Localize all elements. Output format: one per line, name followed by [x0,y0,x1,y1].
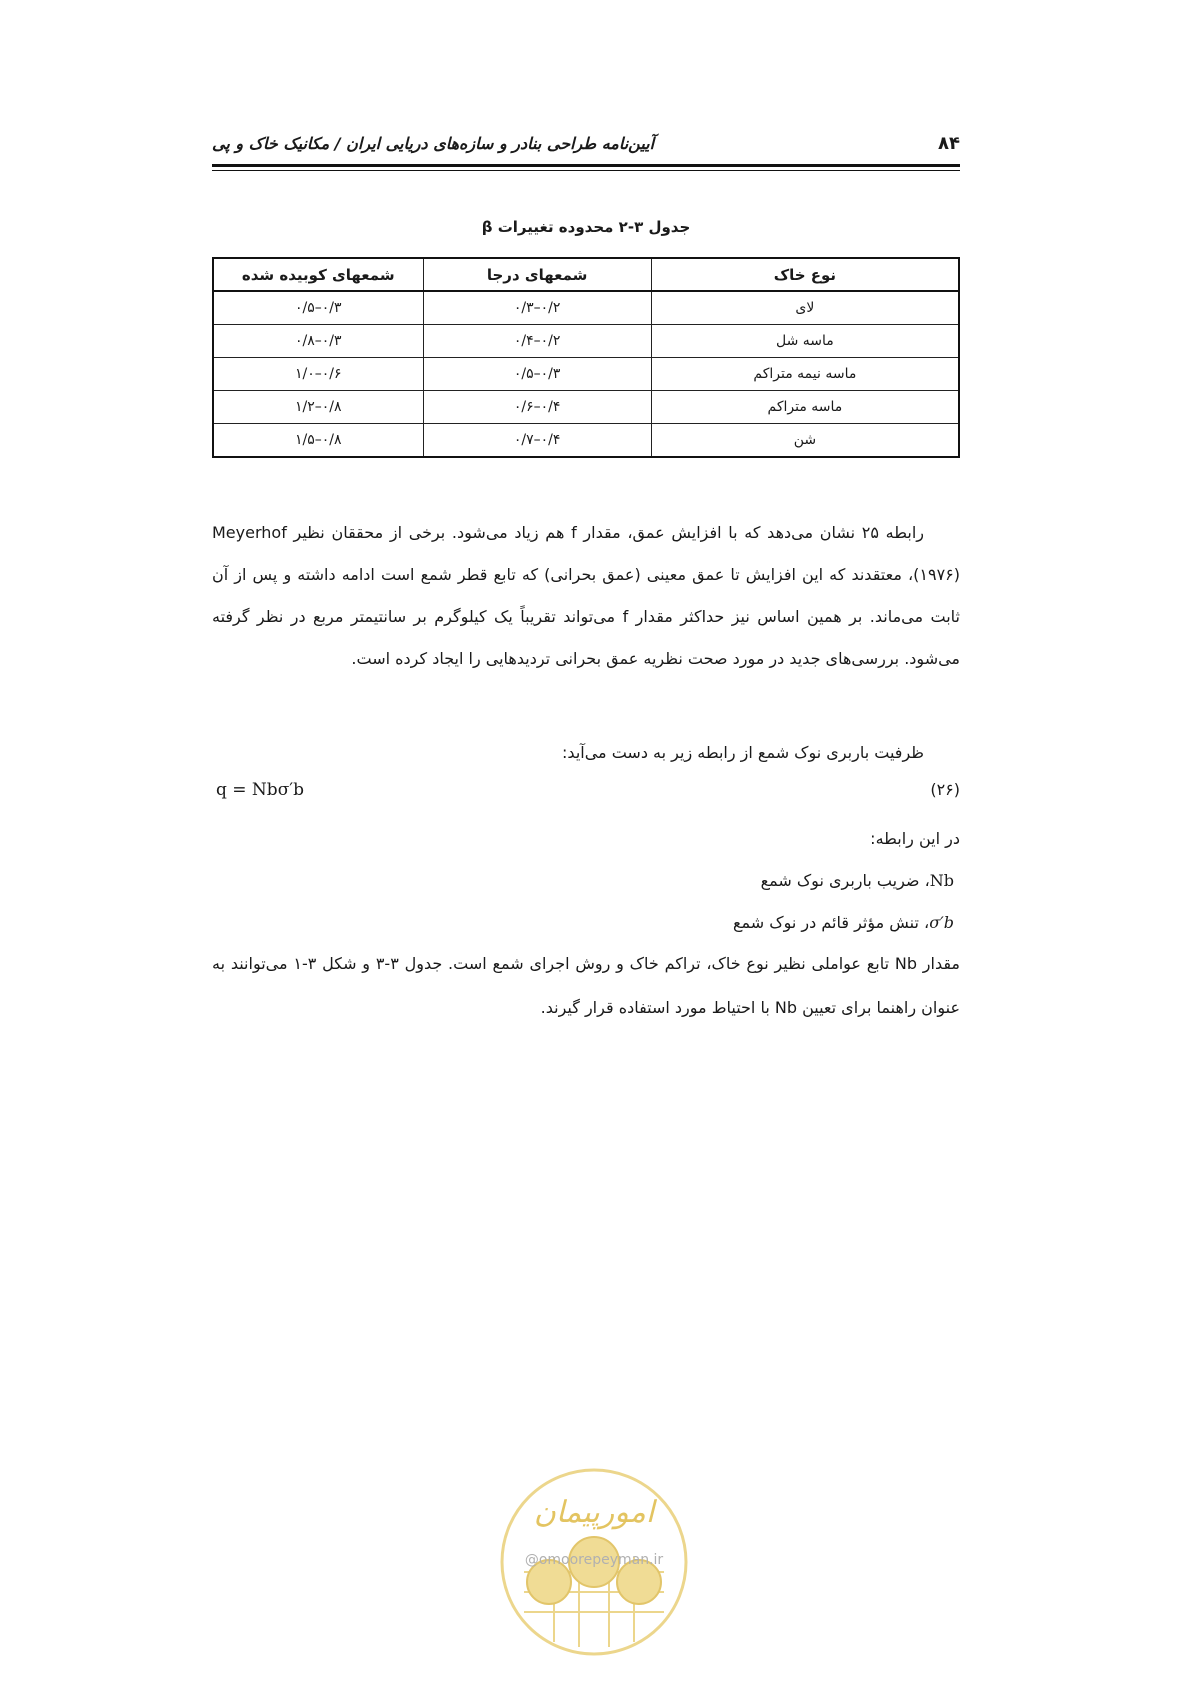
body-paragraph-2: مقدار Nb تابع عواملی نظیر نوع خاک، تراکم خاک و روش اجرای شمع است. جدول ۳-۳ و شکل ۳-۱ می‌توانند به عنوان راهنما برای تعیین Nb با احتیاط مورد استفاده قرار گیرند. [212,954,960,1017]
header-rule-thin [212,170,960,171]
definition-sigma [212,908,960,938]
cell-soil-type: ماسه شل [651,325,959,358]
cell-soil-type: شن [651,424,959,458]
table-row [213,424,959,458]
equation-number: (۲۶) [930,780,960,799]
column-header-cast-in-place: شمعهای درجا [423,258,651,291]
table-row [213,325,959,358]
cell-driven: ۰/۸–۱/۲ [213,391,423,424]
definition-nb [212,866,960,896]
watermark-logo-text: امورپیمان [533,1495,655,1530]
cell-soil-type: ماسه نیمه متراکم [651,358,959,391]
cell-cast-in-place: ۰/۲–۰/۳ [423,291,651,325]
cell-driven: ۰/۳–۰/۸ [213,325,423,358]
cell-driven: ۰/۶–۱/۰ [213,358,423,391]
body-paragraph-1: رابطه ۲۵ نشان می‌دهد که با افزایش عمق، مقدار f هم زیاد می‌شود. برخی از محققان نظیر Meyerhof (۱۹۷۶)، معتقدند که این افزایش تا عمق معینی (عمق بحرانی) که تابع قطر شمع است ادامه داشته و پس از آن ثابت می‌ماند. بر همین اساس نیز حداکثر مقدار f می‌تواند تقریباً یک کیلوگرم بر سانتیمتر مربع در نظر گرفته می‌شود. بررسی‌های جدید در مورد صحت نظریه عمق بحرانی تردیدهایی را ایجاد کرده است. [212,523,960,668]
definition-sigma-text: ، تنش مؤثر قائم در نوک شمع [733,913,930,932]
column-header-soil-type: نوع خاک [651,258,959,291]
header-rule-thick [212,164,960,167]
cell-cast-in-place: ۰/۴–۰/۶ [423,391,651,424]
definition-nb-text: ، ضریب باربری نوک شمع [760,871,930,890]
cell-cast-in-place: ۰/۴–۰/۷ [423,424,651,458]
cell-cast-in-place: ۰/۲–۰/۴ [423,325,651,358]
equation-row [212,780,960,812]
cell-soil-type: لای [651,291,959,325]
page-header [212,130,960,156]
table-caption: جدول ۳-۲ محدوده تغییرات β [481,218,691,236]
cell-driven: ۰/۳–۰/۵ [213,291,423,325]
running-title: آیین‌نامه طراحی بنادر و سازه‌های دریایی ایران / مکانیک خاک و پی [212,133,655,153]
table-header-row [213,258,959,291]
table-row [213,391,959,424]
symbol-sigma-b: σ′b [929,913,954,932]
gear-icon [527,1537,661,1604]
symbol-nb: Nb [929,871,954,890]
page-number: ۸۴ [938,132,960,154]
table-row [213,291,959,325]
cell-soil-type: ماسه متراکم [651,391,959,424]
cell-driven: ۰/۸–۱/۵ [213,424,423,458]
column-header-driven: شمعهای کوبیده شده [213,258,423,291]
table-row [213,358,959,391]
equation: q = Nbσ′b [216,780,305,800]
where-label: در این رابطه: [870,829,960,848]
cell-cast-in-place: ۰/۳–۰/۵ [423,358,651,391]
beta-range-table [212,257,960,458]
formula-intro: ظرفیت باربری نوک شمع از رابطه زیر به دست می‌آید: [562,743,924,762]
watermark-url: @omoorepeyman.ir [524,1552,664,1568]
